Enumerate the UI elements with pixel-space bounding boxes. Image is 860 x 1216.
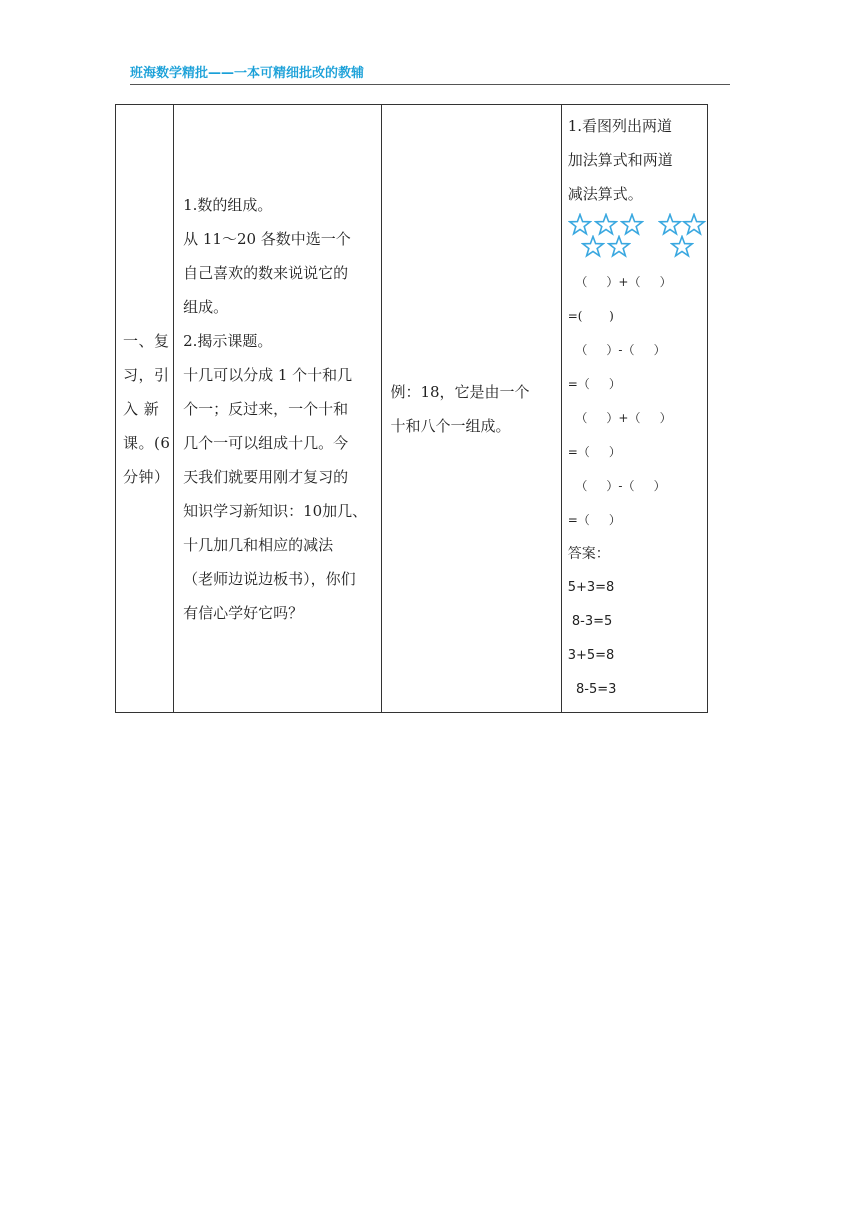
star-icon	[581, 235, 605, 259]
star-icon	[620, 213, 644, 237]
star-picture	[568, 213, 707, 265]
stage-line: 入 新	[123, 399, 160, 418]
star-icon	[670, 235, 694, 259]
page-header	[130, 60, 730, 85]
teacher-line: 十几可以分成 1 个十和几	[183, 365, 353, 384]
answer-line: 8-5=3	[567, 682, 617, 697]
equation-blank-row: =（ ）	[567, 377, 621, 391]
example-line: 例：18，它是由一个	[390, 382, 530, 401]
equation-blank-row: （ ）-（ ）	[567, 343, 666, 357]
teacher-line: 天我们就要用刚才复习的	[183, 467, 349, 486]
header-title: 班海数学精批——一本可精细批改的教辅	[130, 66, 365, 81]
stage-line: 习，引	[123, 365, 170, 384]
star-icon	[682, 213, 706, 237]
equation-blank-row: （ ）+（ ）	[567, 411, 672, 425]
star-icon	[594, 213, 618, 237]
teacher-line: 几个一可以组成十几。今	[183, 433, 349, 452]
teacher-line: 组成。	[183, 297, 229, 316]
answer-line: 8-3=5	[567, 614, 613, 629]
equation-blank-row: （ ）-（ ）	[567, 479, 666, 493]
teacher-line: 个一；反过来，一个十和	[183, 399, 349, 418]
teacher-activity-cell	[174, 105, 382, 713]
exercise-prompt-line: 减法算式。	[567, 185, 643, 203]
teacher-line: 2.揭示课题。	[183, 331, 273, 350]
equation-blank-row: =（ ）	[567, 513, 621, 527]
teacher-line: 1.数的组成。	[183, 195, 273, 214]
exercise-prompt-line: 1.看图列出两道	[567, 117, 673, 135]
example-cell	[382, 105, 561, 713]
teacher-line: 十几加几和相应的减法	[183, 535, 334, 554]
answer-line: 5+3=8	[567, 580, 615, 595]
star-icon	[568, 213, 592, 237]
stage-line: 分钟）	[123, 467, 170, 486]
teacher-line: （老师边说边板书），你们	[183, 569, 356, 588]
example-line: 十和八个一组成。	[390, 416, 511, 435]
table-row	[116, 105, 708, 713]
teacher-line: 有信心学好它吗？	[183, 603, 304, 622]
star-icon	[607, 235, 631, 259]
exercise-prompt-line: 加法算式和两道	[567, 151, 673, 169]
teacher-line: 自己喜欢的数来说说它的	[183, 263, 349, 282]
exercise-cell	[561, 105, 707, 713]
teacher-line: 知识学习新知识：10加几、	[183, 501, 368, 520]
equation-blank-row: =( )	[567, 309, 614, 323]
lesson-plan-table	[115, 104, 708, 713]
equation-blank-row: （ ）+（ ）	[567, 275, 672, 289]
stage-line: 课。(6	[123, 433, 171, 452]
equation-blank-row: =（ ）	[567, 445, 621, 459]
stage-cell	[116, 105, 174, 713]
stage-line: 一、复	[123, 331, 170, 350]
star-icon	[658, 213, 682, 237]
answer-line: 3+5=8	[567, 648, 615, 663]
teacher-line: 从 11～20 各数中选一个	[183, 229, 351, 248]
answer-label: 答案：	[567, 546, 610, 562]
